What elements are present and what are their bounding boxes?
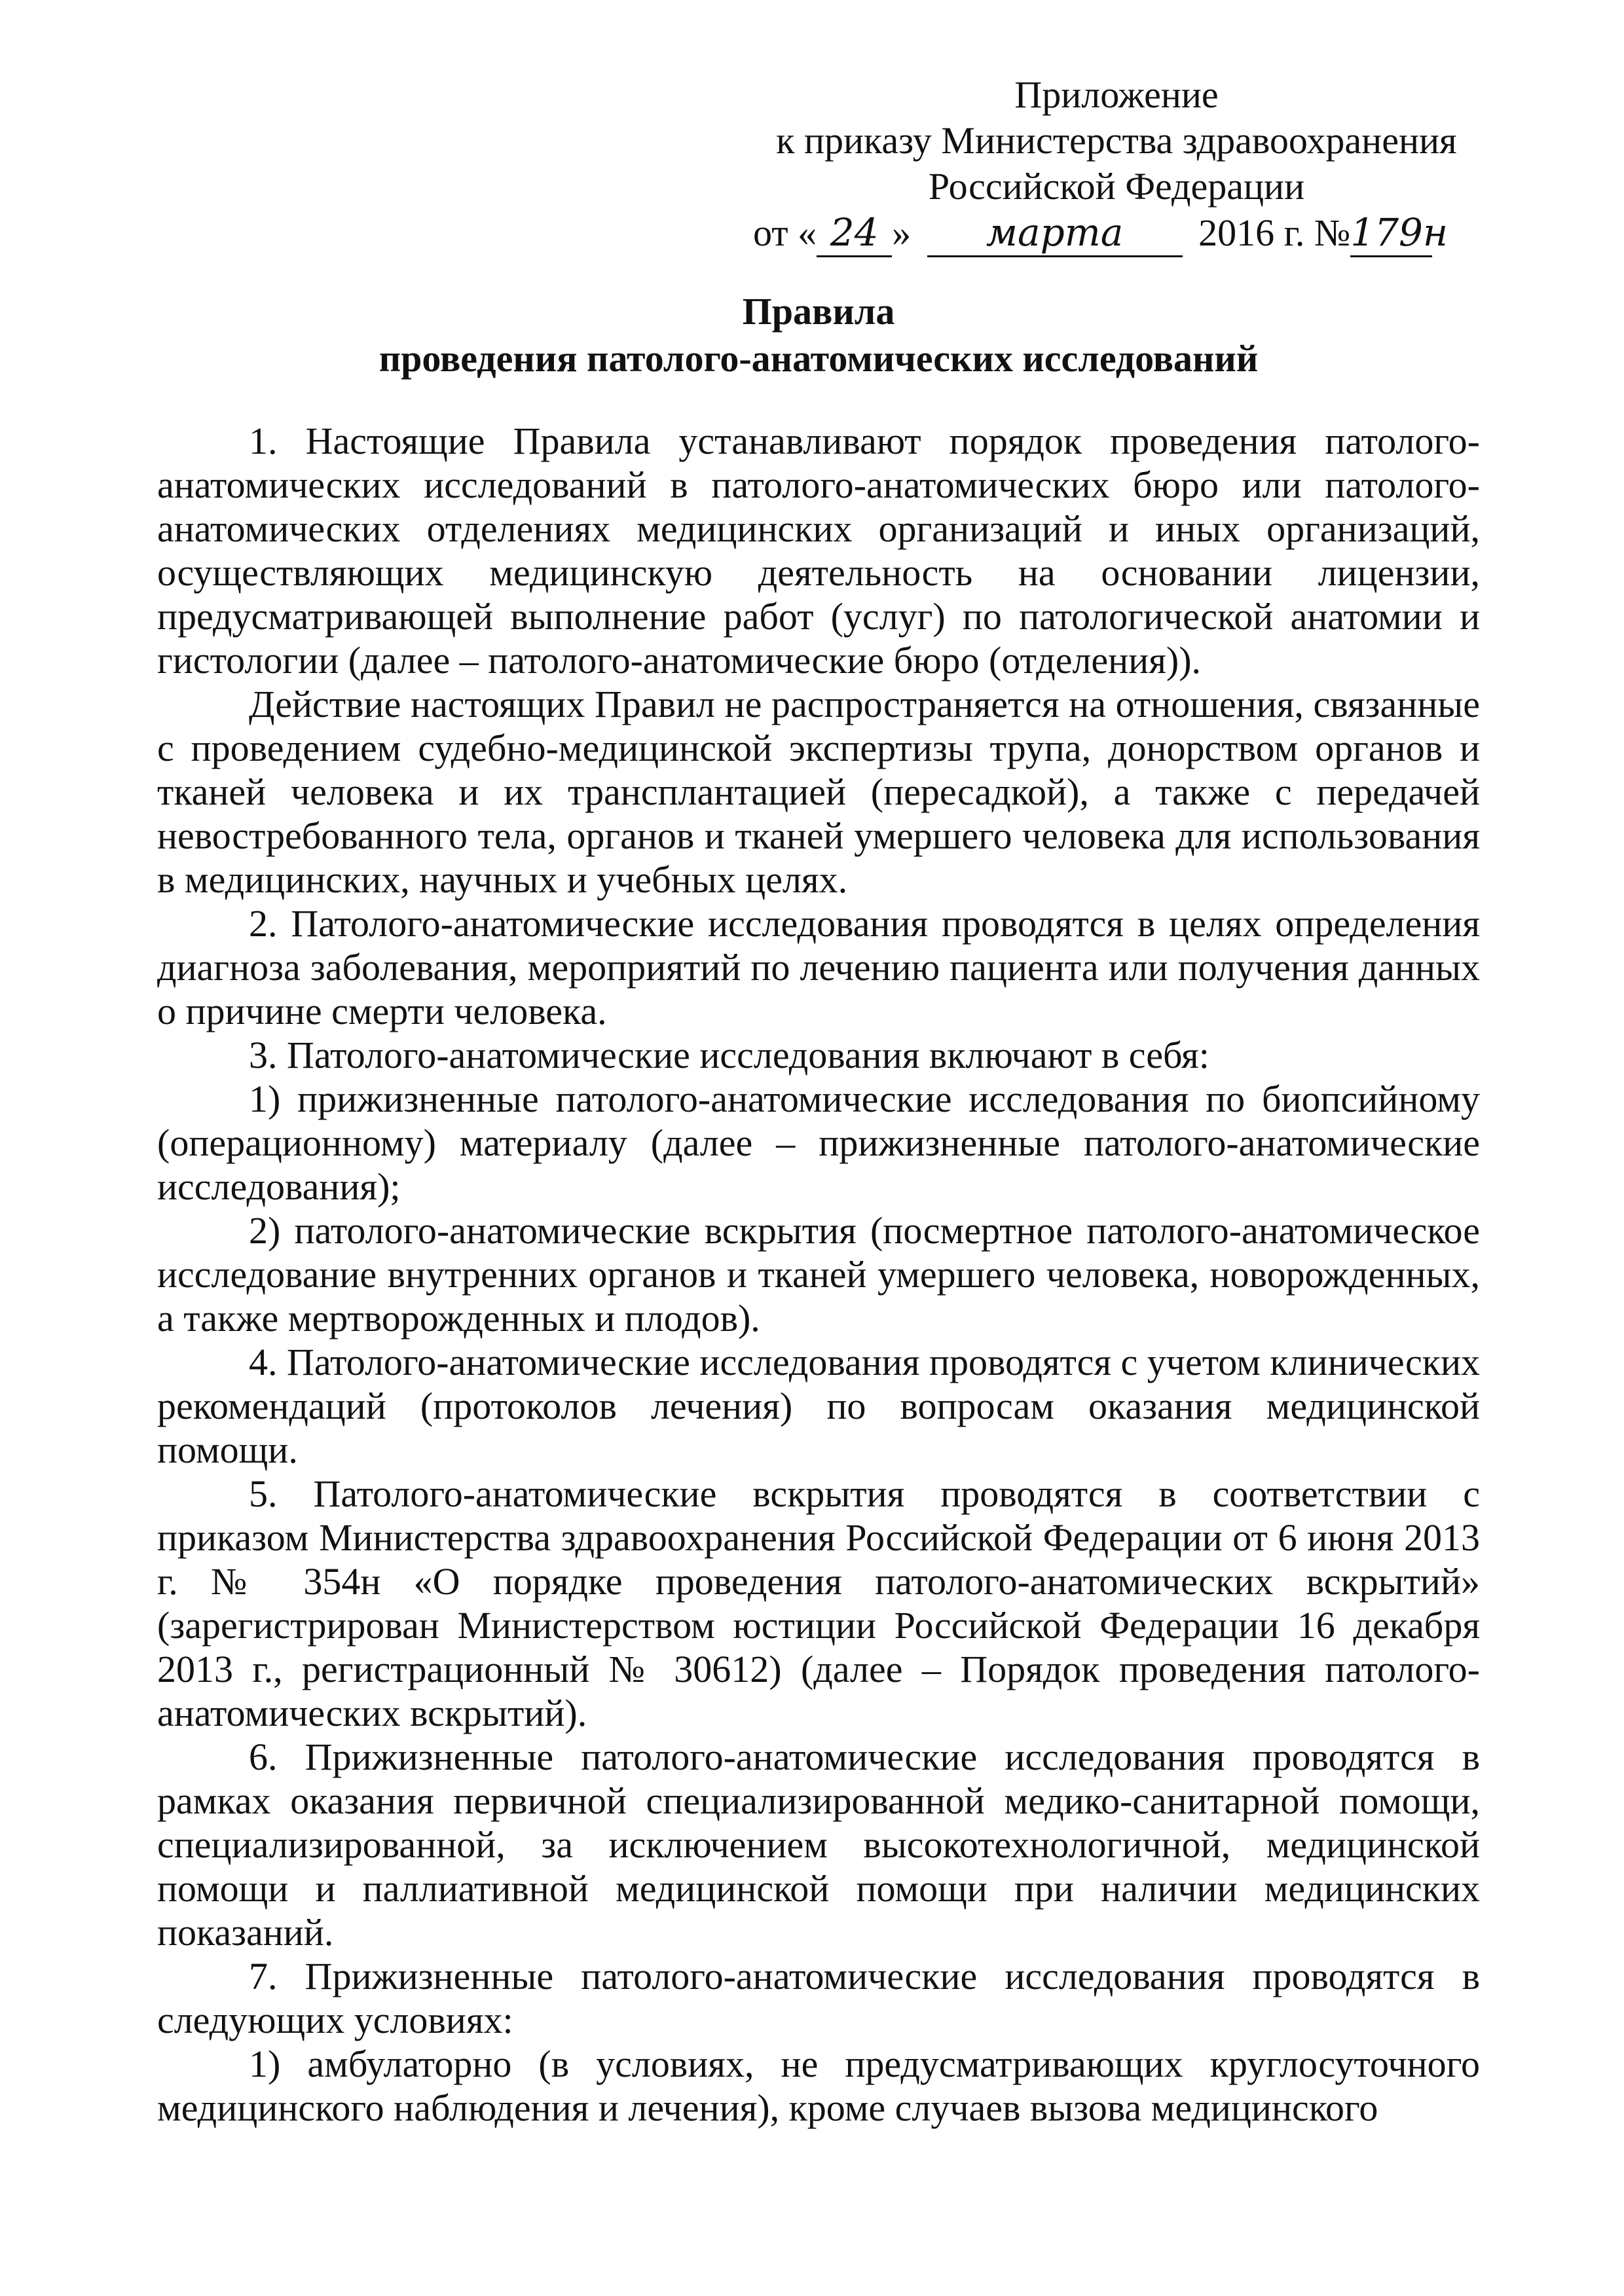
- order-reference: к приказу Министерства здравоохранения: [776, 119, 1457, 162]
- paragraph: 3. Патолого-анатомические исследования включают в себя:: [249, 1034, 1209, 1076]
- handwritten-order-number: 179н: [1350, 210, 1432, 257]
- paragraph: 1. Настоящие Правила устанавливают порядок проведения патолого-анатомических исследований в патолого-анатомических бюро или патолого-анатомических отделениях медицинских организаций и иных организаций, осуществляющих медицинскую деятельность на основании лицензии, предусматривающей выполнение работ (услуг) по патологической анатомии и гистологии (далее – патолого-анатомические бюро (отделения)).: [157, 420, 1480, 682]
- paragraph: 6. Прижизненные патолого-анатомические исследования проводятся в рамках оказания первичной специализированной медико-санитарной помощи, специализированной, за исключением высокотехнологичной, медицинской помощи и паллиативной медицинской помощи при наличии медицинских показаний.: [157, 1736, 1480, 1954]
- paragraph: 7. Прижизненные патолого-анатомические исследования проводятся в следующих условиях:: [157, 1955, 1480, 2041]
- paragraph: Действие настоящих Правил не распространяется на отношения, связанные с проведением судебно-медицинской экспертизы трупа, донорством органов и тканей человека и их трансплантацией (пересадкой), а также с передачей невостребованного тела, органов и тканей умершего человека для использования в медицинских, научных и учебных целях.: [157, 683, 1480, 901]
- federation-label: Российской Федерации: [928, 165, 1305, 208]
- document-body: [157, 419, 1480, 2130]
- paragraph: 4. Патолого-анатомические исследования проводятся с учетом клинических рекомендаций (протоколов лечения) по вопросам оказания медицинской помощи.: [157, 1341, 1480, 1471]
- paragraph: 1) амбулаторно (в условиях, не предусматривающих круглосуточного медицинского наблюдения и лечения), кроме случаев вызова медицинского: [157, 2043, 1480, 2129]
- title-line-2: проведения патолого-анатомических исследований: [378, 337, 1259, 380]
- paragraph: 5. Патолого-анатомические вскрытия проводятся в соответствии с приказом Министерства здравоохранения Российской Федерации от 6 июня 2013 г. № 354н «О порядке проведения патолого-анатомических вскрытий» (зарегистрирован Министерством юстиции Российской Федерации 16 декабря 2013 г., регистрационный № 30612) (далее – Порядок проведения патолого-анатомических вскрытий).: [157, 1472, 1480, 1734]
- appendix-label: Приложение: [1014, 73, 1219, 116]
- paragraph: 1) прижизненные патолого-анатомические исследования по биопсийному (операционному) материалу (далее – прижизненные патолого-анатомические исследования);: [157, 1078, 1480, 1208]
- order-date-line: [753, 210, 1513, 257]
- handwritten-month: марта: [927, 210, 1183, 257]
- paragraph: 2. Патолого-анатомические исследования проводятся в целях определения диагноза заболевания, мероприятий по лечению пациента или получения данных о причине смерти человека.: [157, 902, 1480, 1032]
- date-prefix: от «: [753, 211, 817, 254]
- year-text: 2016 г. №: [1198, 211, 1351, 254]
- title-line-1: Правила: [742, 290, 895, 333]
- handwritten-day: 24: [817, 210, 892, 257]
- date-mid: »: [892, 211, 912, 254]
- appendix-header: [720, 72, 1513, 257]
- paragraph: 2) патолого-анатомические вскрытия (посмертное патолого-анатомическое исследование внутренних органов и тканей умершего человека, новорожденных, а также мертворожденных и плодов).: [157, 1209, 1480, 1339]
- document-title: [157, 288, 1480, 382]
